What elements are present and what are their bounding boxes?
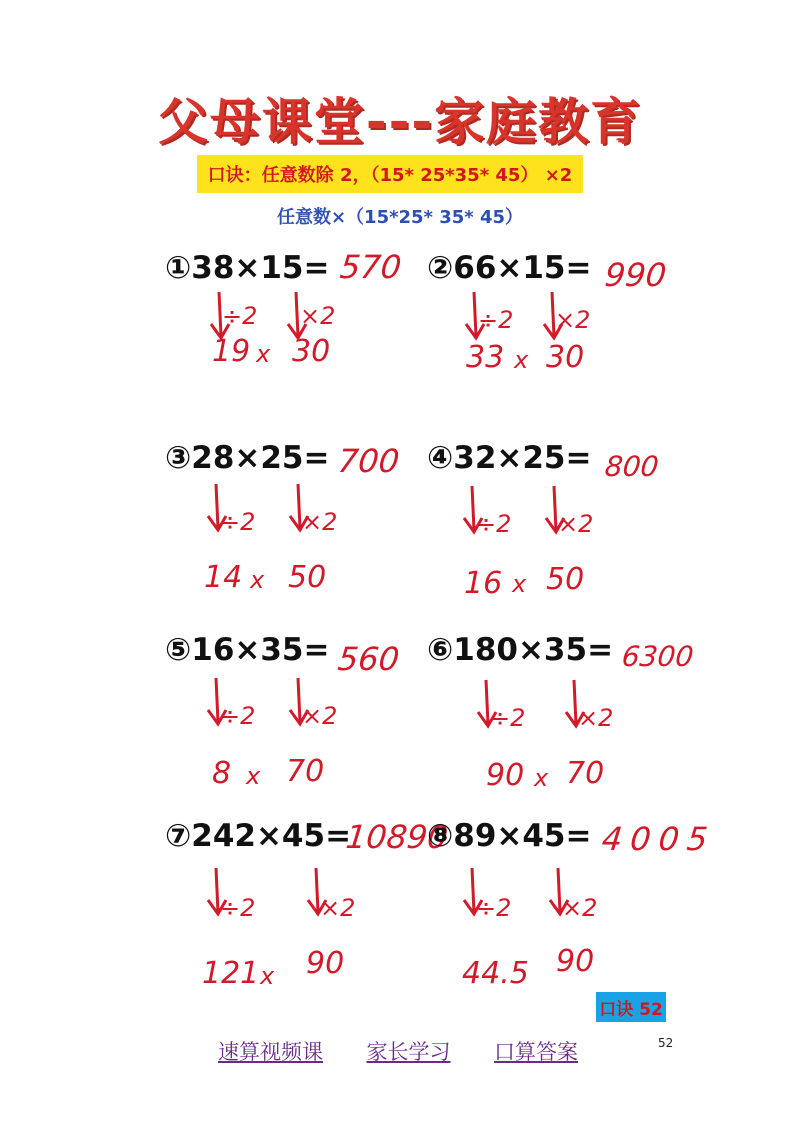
footer-links [218,1036,578,1066]
multiply-operation: ×2 [302,508,338,536]
result-left: 33 [466,340,505,375]
formula-subrule: 任意数×（15*25* 35* 45） [276,207,524,228]
problem-equation: ⑧89×45= [427,818,592,854]
problem-equation: ⑦242×45= [165,818,352,854]
handwritten-answer: 700 [336,442,402,480]
result-right: 30 [546,340,585,375]
page-number: 52 [658,1036,674,1050]
result-left: 121 [202,956,260,991]
divide-operation: ÷2 [220,508,256,536]
multiply-operation: ×2 [578,704,614,732]
divide-operation: ÷2 [222,302,258,330]
result-left: 44.5 [462,956,529,991]
multiply-operation: ×2 [300,302,336,330]
result-right: 30 [292,334,331,369]
handwritten-answer: 560 [336,640,402,678]
result-right: 50 [546,562,585,597]
times-sign: x [260,962,275,990]
problem-equation: ②66×15= [427,250,592,286]
multiply-operation: ×2 [555,306,591,334]
mnemonic-badge: 口诀 52 [596,992,666,1022]
handwritten-answer: 990 [603,256,669,294]
divide-operation: ÷2 [220,894,256,922]
handwritten-answer: 4005 [600,820,718,858]
result-left: 14 [204,560,243,595]
divide-operation: ÷2 [220,702,256,730]
problem-equation: ⑥180×35= [427,632,614,668]
result-left: 90 [486,758,525,793]
handwritten-answer: 800 [603,450,661,483]
divide-operation: ÷2 [478,306,514,334]
handwritten-answer: 10890 [344,818,450,856]
result-left: 19 [212,334,251,369]
handwritten-answer: 6300 [620,640,695,673]
times-sign: x [534,764,549,792]
footer-link-answers[interactable]: 口算答案 [494,1040,578,1064]
multiply-operation: ×2 [562,894,598,922]
divide-operation: ÷2 [476,510,512,538]
times-sign: x [250,566,265,594]
page-title: 父母课堂---家庭教育 [157,93,643,151]
divide-operation: ÷2 [490,704,526,732]
result-right: 50 [288,560,327,595]
times-sign: x [512,570,527,598]
footer-link-speed-video[interactable]: 速算视频课 [218,1040,323,1064]
multiply-operation: ×2 [558,510,594,538]
formula-rule-banner: 口诀：任意数除 2，（15* 25*35* 45） ×2 [197,155,583,193]
result-right: 90 [306,946,345,981]
problem-equation: ①38×15= [165,250,330,286]
problem-equation: ③28×25= [165,440,330,476]
result-right: 70 [286,754,325,789]
times-sign: x [246,762,261,790]
result-left: 16 [464,566,503,601]
result-right: 90 [556,944,595,979]
multiply-operation: ×2 [302,702,338,730]
problem-equation: ⑤16×35= [165,632,330,668]
multiply-operation: ×2 [320,894,356,922]
problem-equation: ④32×25= [427,440,592,476]
result-right: 70 [566,756,605,791]
times-sign: x [256,340,271,368]
result-left: 8 [212,756,232,791]
handwritten-answer: 570 [338,248,404,286]
footer-link-parent-study[interactable]: 家长学习 [366,1040,451,1064]
times-sign: x [514,346,529,374]
divide-operation: ÷2 [476,894,512,922]
